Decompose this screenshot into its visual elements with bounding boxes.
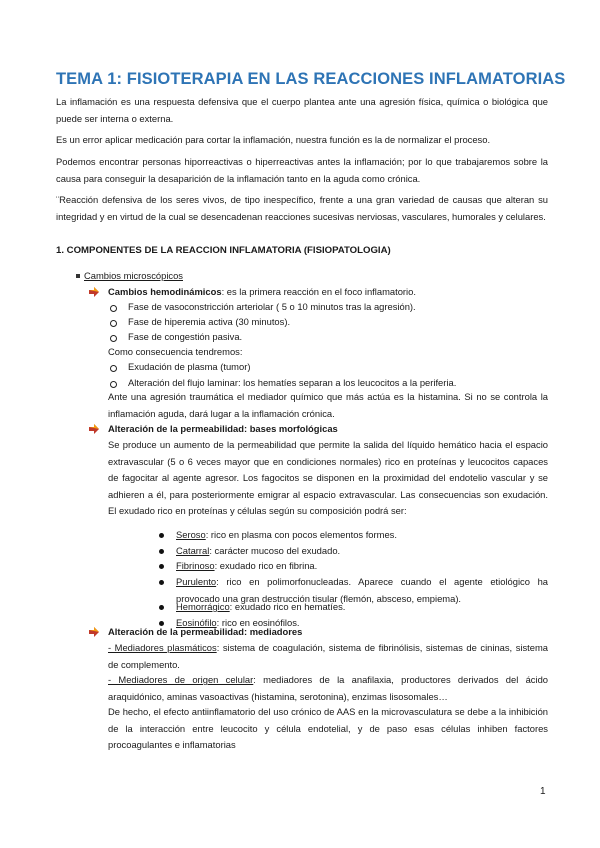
arrow-bullet-icon (88, 423, 100, 435)
consequence-item-2: Alteración del flujo laminar: los hematíes separan a los leucocitos a la periferia. (128, 377, 457, 388)
page-title: TEMA 1: FISIOTERAPIA EN LAS REACCIONES INFLAMATORIAS (56, 70, 566, 88)
exudate-type: Fibrinoso: exudado rico en fibrina. (176, 560, 318, 571)
permeability-morphology-text: Se produce un aumento de la permeabilidad que permite la salida del líquido hemático hacia el espacio extravascular (5 o 6 veces mayor que en condiciones normales) rico en proteínas y leucocitos capaces de fagocitar al agente agresor. Los fagocitos se disponen en la proximidad del endotelio vascular y se adhieren a él, para posteriormente emigrar al espacio extravascular. Las consecuencias son exudación. El exudado rico en proteínas y células según su composición podrá ser: (108, 439, 548, 516)
circle-bullet-icon (110, 320, 117, 327)
intro-paragraph-2: Es un error aplicar medicación para cortar la inflamación, nuestra función es la de normalizar el proceso. (56, 134, 491, 145)
circle-bullet-icon (110, 381, 117, 388)
subheading-microscopic-changes: Cambios microscópicos (84, 270, 183, 281)
exudate-type: Eosinófilo: rico en eosinófilos. (176, 617, 300, 628)
dot-bullet-icon (159, 580, 164, 585)
plasma-mediators: - Mediadores plasmáticos: sistema de coagulación, sistema de fibrinólisis, sistemas de cininas, sistema de complemento. (108, 642, 548, 670)
arrow-bullet-icon (88, 286, 100, 298)
page-number: 1 (540, 786, 546, 797)
phase-item-2: Fase de hiperemia activa (30 minutos). (128, 316, 291, 327)
phase-item-3: Fase de congestión pasiva. (128, 331, 243, 342)
mediators-label: Alteración de la permeabilidad: mediadores (108, 626, 303, 637)
consequence-item-1: Exudación de plasma (tumor) (128, 361, 251, 372)
section-heading: 1. COMPONENTES DE LA REACCION INFLAMATORIA (FISIOPATOLOGIA) (56, 245, 391, 256)
intro-paragraph-3: Podemos encontrar personas hiporreactivas o hiperreactivas antes la inflamación; por lo que trabajaremos sobre la causa para conseguir la desaparición de la inflamación tanto en la aguda como crónica. (56, 156, 548, 184)
hemodynamic-label: Cambios hemodinámicos (108, 286, 222, 297)
intro-paragraph-1: La inflamación es una respuesta defensiva que el cuerpo plantea ante una agresión física, química o biológica que puede ser interna o externa. (56, 96, 548, 124)
dot-bullet-icon (159, 564, 164, 569)
permeability-morphology-label: Alteración de la permeabilidad: bases morfológicas (108, 423, 338, 434)
intro-paragraph-4: ¨Reacción defensiva de los seres vivos, de tipo inespecífico, frente a una gran variedad de causas que alteran su integridad y en virtud de la cual se desencadenan reacciones sucesivas nerviosas, vasculares, humorales y celulares. (56, 194, 548, 222)
exudate-type: Catarral: carácter mucoso del exudado. (176, 545, 341, 556)
circle-bullet-icon (110, 335, 117, 342)
square-bullet-icon (76, 274, 80, 278)
hemodynamic-text: : es la primera reacción en el foco inflamatorio. (221, 286, 416, 297)
circle-bullet-icon (110, 365, 117, 372)
exudate-type: Hemorrágico: exudado rico en hematíes. (176, 601, 346, 612)
dot-bullet-icon (159, 533, 164, 538)
exudate-type: Seroso: rico en plasma con pocos elementos formes. (176, 529, 397, 540)
aas-note: De hecho, el efecto antiinflamatorio del uso crónico de AAS en la microvasculatura se debe a la inhibición de la interacción entre leucocito y célula endotelial, y de paso esas células inhiben factores procoagulantes e inflamatorias (108, 706, 548, 750)
exudate-type: Purulento: rico en polimorfonucleadas. Aparece cuando el agente etiológico ha provocado una gran destrucción tisular (flemón, absceso, empiema). (176, 576, 548, 604)
dot-bullet-icon (159, 605, 164, 610)
histamine-note: Ante una agresión traumática el mediador químico que más actúa es la histamina. Si no se controla la inflamación aguda, dará lugar a la inflamación crónica. (108, 391, 548, 419)
consequence-intro: Como consecuencia tendremos: (108, 346, 243, 357)
cellular-mediators: - Mediadores de origen celular: mediadores de la anafilaxia, productores derivados del ácido araquidónico, aminas vasoactivas (histamina, serotonina), enzimas lisosomales… (108, 674, 548, 702)
phase-item-1: Fase de vasoconstricción arteriolar ( 5 o 10 minutos tras la agresión). (128, 301, 416, 312)
dot-bullet-icon (159, 549, 164, 554)
arrow-bullet-icon (88, 626, 100, 638)
circle-bullet-icon (110, 305, 117, 312)
